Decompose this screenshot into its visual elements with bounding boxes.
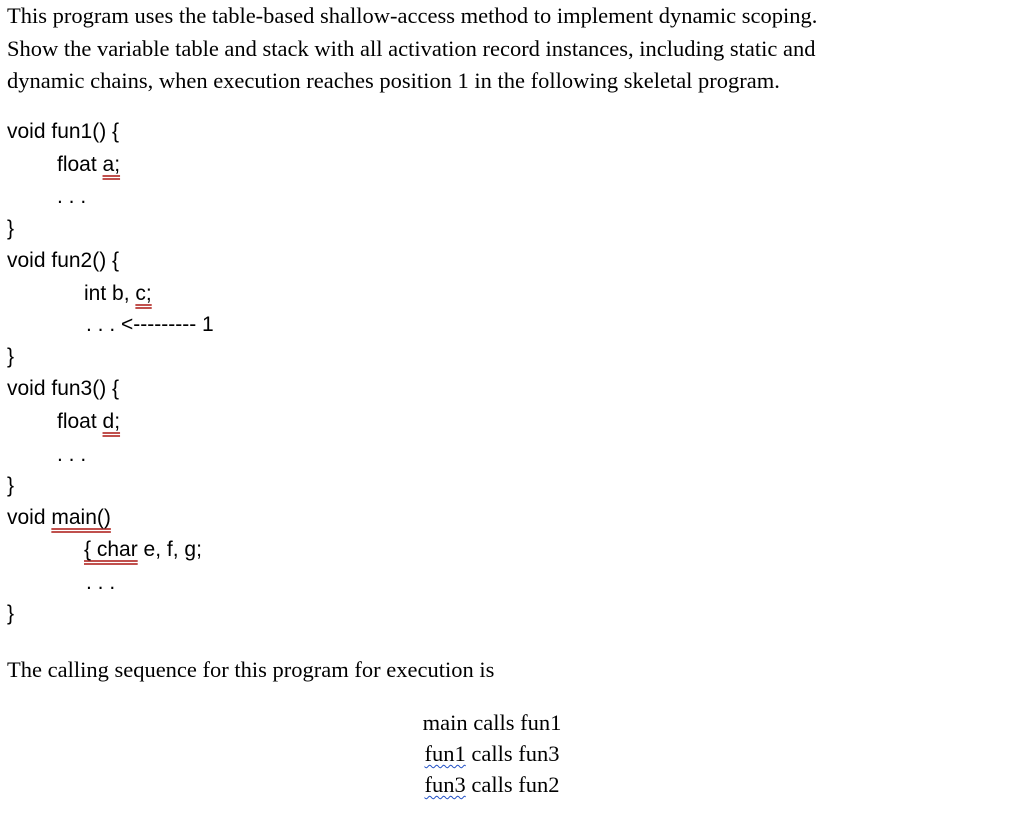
- main-declaration: [84, 538, 202, 562]
- problem-line: Show the variable table and stack with all activation record instances, including static and: [7, 35, 816, 61]
- call-line: [300, 738, 684, 769]
- position-1-marker: . . . <--------- 1: [86, 313, 214, 336]
- call-line: [300, 769, 684, 800]
- fun1-close-brace: }: [7, 217, 15, 240]
- problem-statement: [7, 0, 1007, 98]
- type-keyword: float: [57, 410, 103, 433]
- variable-d: d;: [102, 410, 121, 433]
- fun2-close-brace: }: [7, 345, 15, 368]
- main-header: [7, 506, 111, 530]
- type-keyword: float: [57, 153, 103, 176]
- main-function-name: main(): [51, 506, 111, 529]
- problem-line: This program uses the table-based shallow-access method to implement dynamic scoping.: [7, 3, 818, 28]
- void-keyword: void: [7, 506, 52, 529]
- main-ellipsis: . . .: [86, 571, 116, 594]
- fun1-header: void fun1() {: [7, 120, 120, 143]
- variable-c: c;: [135, 282, 152, 305]
- type-keyword: int b,: [84, 282, 136, 305]
- calling-sequence: [300, 707, 684, 800]
- call-line: [300, 707, 684, 738]
- fun3-ellipsis: . . .: [57, 443, 87, 466]
- variable-a: a;: [102, 153, 121, 176]
- fun3-header: void fun3() {: [7, 377, 120, 400]
- fun3-declaration: [57, 410, 120, 434]
- caller-name: fun1: [424, 741, 466, 766]
- main-variables: e, f, g;: [137, 538, 202, 561]
- fun2-header: void fun2() {: [7, 249, 120, 272]
- fun2-declaration: [84, 282, 152, 306]
- call-text: calls fun2: [465, 772, 560, 797]
- call-text: calls fun1: [467, 710, 562, 735]
- caller-name: fun3: [424, 772, 466, 797]
- caller-name: main: [422, 710, 468, 735]
- fun3-close-brace: }: [7, 474, 15, 497]
- main-close-brace: }: [7, 602, 15, 625]
- call-text: calls fun3: [465, 741, 560, 766]
- fun1-ellipsis: . . .: [57, 185, 87, 208]
- char-keyword: { char: [84, 538, 138, 561]
- fun1-declaration: [57, 153, 120, 177]
- calling-sequence-intro: The calling sequence for this program for execution is: [7, 657, 495, 682]
- problem-line: dynamic chains, when execution reaches position 1 in the following skeletal program.: [7, 68, 780, 93]
